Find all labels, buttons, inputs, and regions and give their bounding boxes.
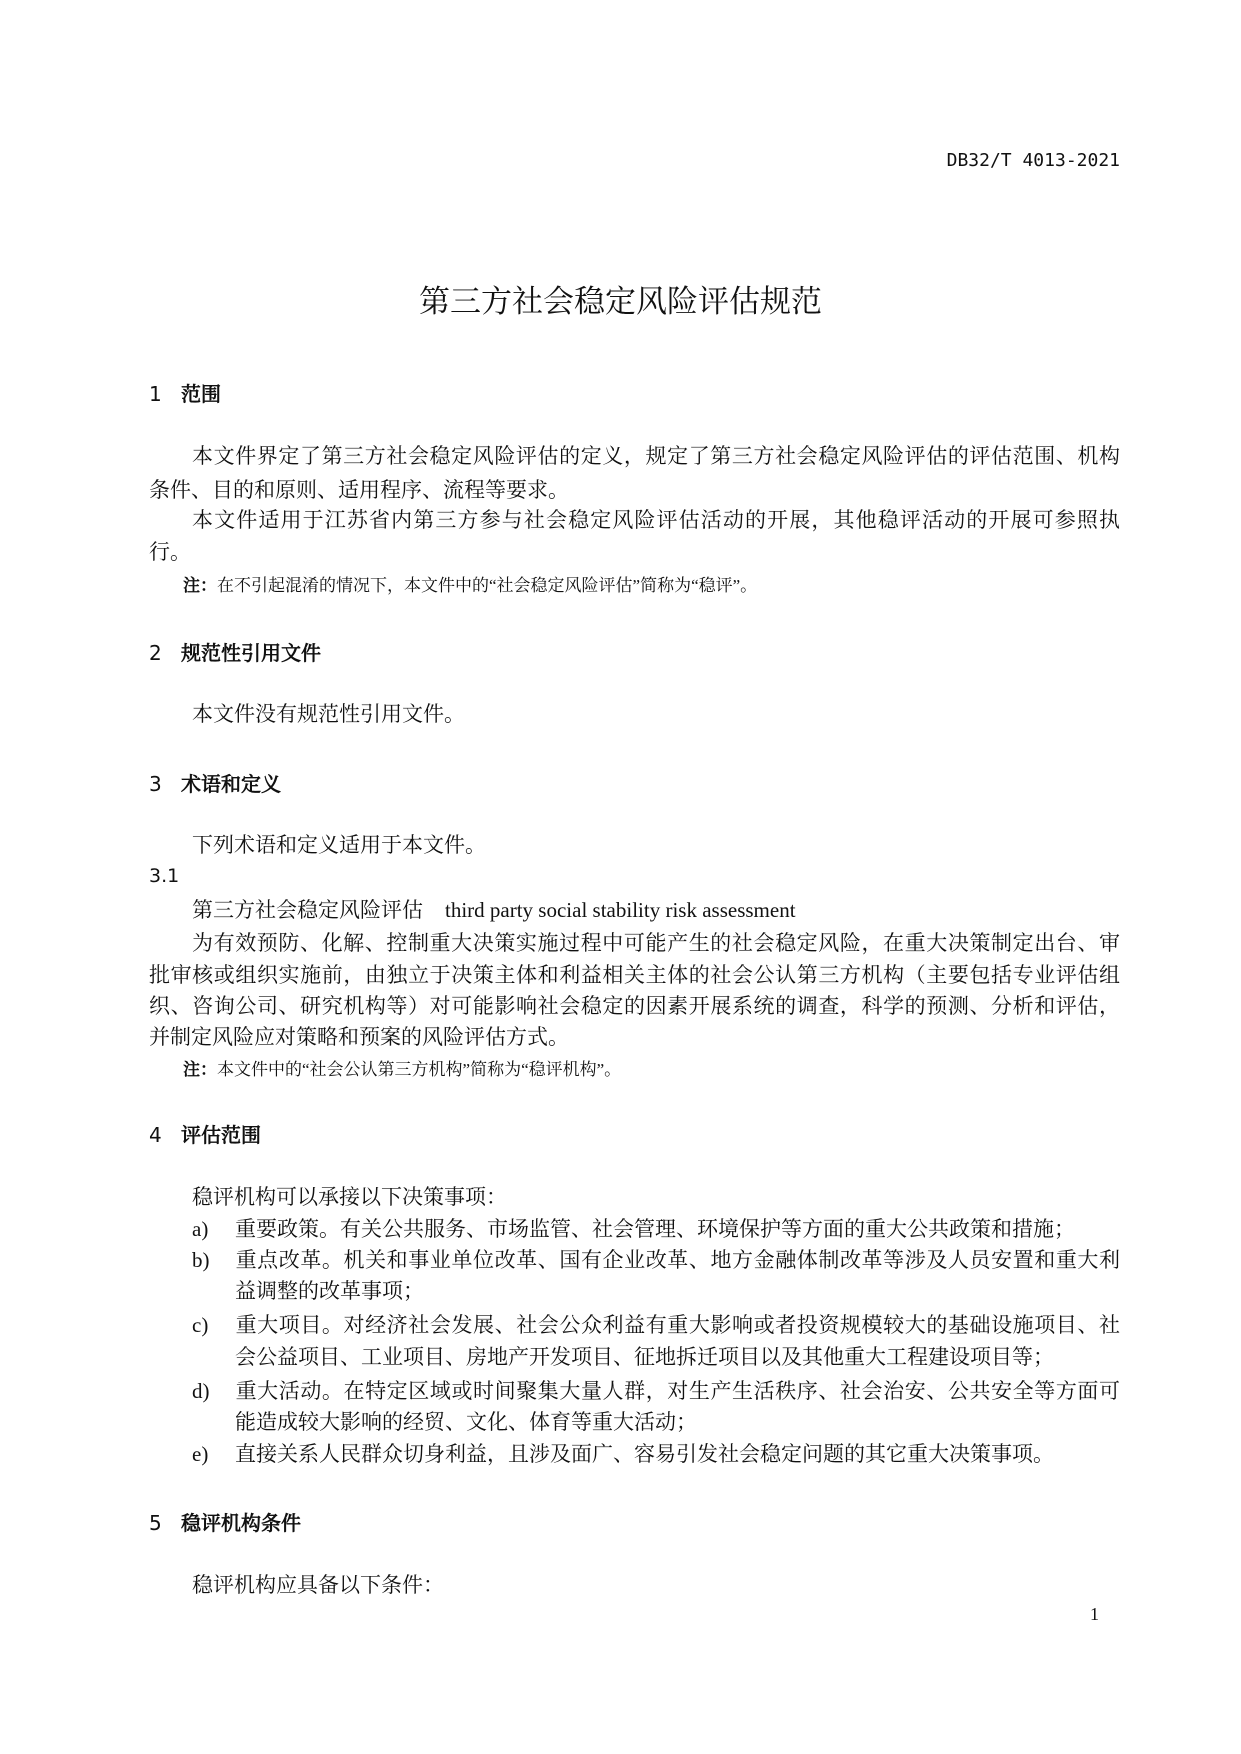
paragraph-line: 稳评机构应具备以下条件： bbox=[192, 1573, 444, 1597]
list-item-continuation: 能造成较大影响的经贸、文化、体育等重大活动； bbox=[235, 1410, 697, 1434]
list-item: d) 重大活动。在特定区域或时间聚集大量人群，对生产生活秩序、社会治安、公共安全等方面可 bbox=[192, 1379, 1120, 1403]
note: 注：本文件中的“社会公认第三方机构”简称为“稳评机构”。 bbox=[183, 1060, 622, 1080]
list-item-continuation: 会公益项目、工业项目、房地产开发项目、征地拆迁项目以及其他重大工程建设项目等； bbox=[235, 1345, 1054, 1369]
paragraph-line: 为有效预防、化解、控制重大决策实施过程中可能产生的社会稳定风险，在重大决策制定出台、审 bbox=[192, 931, 1120, 955]
paragraph-line: 本文件界定了第三方社会稳定风险评估的定义，规定了第三方社会稳定风险评估的评估范围、机构 bbox=[192, 444, 1120, 468]
paragraph-line: 本文件没有规范性引用文件。 bbox=[192, 702, 465, 726]
paragraph-line: 稳评机构可以承接以下决策事项： bbox=[192, 1185, 507, 1209]
list-item: b) 重点改革。机关和事业单位改革、国有企业改革、地方金融体制改革等涉及人员安置和重大利 bbox=[192, 1248, 1120, 1272]
paragraph-line: 批审核或组织实施前，由独立于决策主体和利益相关主体的社会公认第三方机构（主要包括专业评估组 bbox=[149, 963, 1120, 987]
paragraph-line: 下列术语和定义适用于本文件。 bbox=[192, 833, 486, 857]
section-heading-5: 5 稳评机构条件 bbox=[149, 1511, 301, 1535]
section-heading-4: 4 评估范围 bbox=[149, 1123, 261, 1147]
note: 注：在不引起混淆的情况下，本文件中的“社会稳定风险评估”简称为“稳评”。 bbox=[183, 576, 758, 596]
paragraph-line: 织、咨询公司、研究机构等）对可能影响社会稳定的因素开展系统的调查，科学的预测、分析和评估， bbox=[149, 994, 1120, 1018]
list-item: c) 重大项目。对经济社会发展、社会公众利益有重大影响或者投资规模较大的基础设施项目、社 bbox=[192, 1313, 1120, 1337]
term-entry: 第三方社会稳定风险评估 third party social stability risk assessment bbox=[192, 898, 796, 922]
paragraph-line: 本文件适用于江苏省内第三方参与社会稳定风险评估活动的开展，其他稳评活动的开展可参照执 bbox=[192, 508, 1120, 532]
term-number: 3.1 bbox=[149, 865, 180, 887]
section-heading-1: 1 范围 bbox=[149, 382, 221, 406]
list-item: e) 直接关系人民群众切身利益，且涉及面广、容易引发社会稳定问题的其它重大决策事项。 bbox=[192, 1442, 1054, 1466]
paragraph-line: 行。 bbox=[149, 540, 191, 564]
paragraph-line: 并制定风险应对策略和预案的风险评估方式。 bbox=[149, 1025, 569, 1049]
section-heading-3: 3 术语和定义 bbox=[149, 772, 281, 796]
list-item: a) 重要政策。有关公共服务、市场监管、社会管理、环境保护等方面的重大公共政策和措施； bbox=[192, 1217, 1075, 1241]
section-heading-2: 2 规范性引用文件 bbox=[149, 641, 321, 665]
document-title: 第三方社会稳定风险评估规范 bbox=[419, 284, 822, 320]
document-number: DB32/T 4013-2021 bbox=[946, 150, 1120, 171]
paragraph-line: 条件、目的和原则、适用程序、流程等要求。 bbox=[149, 478, 569, 502]
list-item-continuation: 益调整的改革事项； bbox=[235, 1279, 424, 1303]
page-number: 1 bbox=[1090, 1604, 1099, 1624]
